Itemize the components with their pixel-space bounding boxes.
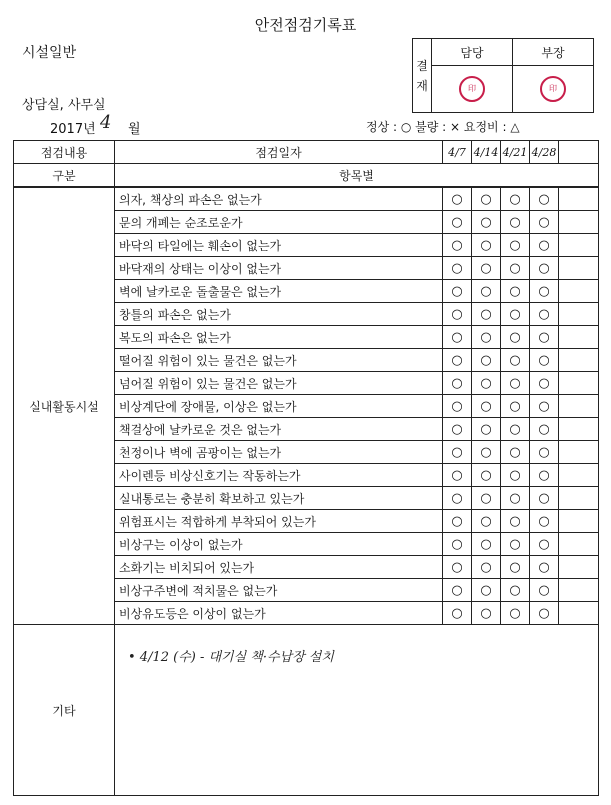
other-note: • 4/12 (수) - 대기실 책·수납장 설치 [128,650,334,665]
item-text: 문의 개폐는 순조로운가 [115,211,443,234]
mark-cell: ○ [443,187,472,211]
mark-cell [559,579,599,602]
mark-cell: ○ [472,487,501,510]
mark-cell [559,556,599,579]
mark-cell [559,349,599,372]
mark-cell: ○ [472,326,501,349]
seal-stamp-icon: 印 [540,76,566,102]
mark-cell [559,441,599,464]
category-cell: 실내활동시설 [14,187,115,625]
mark-cell: ○ [472,280,501,303]
mark-cell: ○ [443,257,472,280]
mark-cell [559,372,599,395]
item-text: 떨어질 위험이 있는 물건은 없는가 [115,349,443,372]
mark-cell: ○ [443,533,472,556]
item-text: 비상구주변에 적치물은 없는가 [115,579,443,602]
mark-cell: ○ [530,372,559,395]
mark-cell: ○ [501,533,530,556]
header-items: 항목별 [115,164,599,188]
item-text: 소화기는 비치되어 있는가 [115,556,443,579]
mark-cell: ○ [443,510,472,533]
mark-cell [559,303,599,326]
mark-cell [559,487,599,510]
date-cell: 4/14 [472,141,501,164]
mark-cell: ○ [530,234,559,257]
mark-cell: ○ [443,349,472,372]
mark-cell [559,280,599,303]
mark-cell: ○ [443,556,472,579]
mark-cell: ○ [443,372,472,395]
mark-cell: ○ [501,579,530,602]
mark-cell [559,510,599,533]
mark-cell: ○ [501,326,530,349]
approval-header: 결 재 [413,39,432,113]
mark-cell: ○ [501,487,530,510]
item-text: 복도의 파손은 없는가 [115,326,443,349]
item-text: 창틀의 파손은 없는가 [115,303,443,326]
mark-cell: ○ [530,602,559,625]
inspection-table [13,140,599,796]
mark-cell: ○ [443,602,472,625]
item-text: 넘어질 위험이 있는 물건은 없는가 [115,372,443,395]
mark-cell: ○ [530,418,559,441]
mark-cell: ○ [530,280,559,303]
mark-cell: ○ [530,556,559,579]
mark-cell: ○ [501,211,530,234]
mark-cell: ○ [472,257,501,280]
header-date: 점검일자 [115,141,443,164]
approval-col-charge: 담당 [432,39,513,66]
mark-cell: ○ [443,234,472,257]
mark-cell: ○ [530,464,559,487]
mark-cell: ○ [443,441,472,464]
mark-cell [559,602,599,625]
mark-cell: ○ [530,395,559,418]
mark-cell: ○ [530,303,559,326]
mark-cell [559,257,599,280]
mark-cell: ○ [530,349,559,372]
date-cell: 4/28 [530,141,559,164]
mark-cell [559,464,599,487]
approval-box [412,38,594,113]
mark-cell: ○ [443,487,472,510]
mark-cell: ○ [501,510,530,533]
date-cell [559,141,599,164]
mark-cell: ○ [472,579,501,602]
location-label: 상담실, 사무실 [22,98,106,113]
header-category: 구분 [14,164,115,188]
mark-cell: ○ [501,234,530,257]
table-row [14,187,599,211]
mark-cell: ○ [472,303,501,326]
mark-cell: ○ [472,464,501,487]
mark-cell: ○ [472,556,501,579]
mark-cell [559,326,599,349]
mark-cell: ○ [501,602,530,625]
mark-cell: ○ [501,372,530,395]
mark-cell: ○ [443,211,472,234]
mark-cell: ○ [530,441,559,464]
mark-cell: ○ [472,234,501,257]
mark-cell: ○ [472,395,501,418]
mark-cell: ○ [530,326,559,349]
year-label: 2017년 [50,122,96,137]
legend: 정상 : ○ 불량 : × 요정비 : △ [366,120,520,134]
item-text: 비상유도등은 이상이 없는가 [115,602,443,625]
mark-cell: ○ [443,280,472,303]
mark-cell [559,234,599,257]
mark-cell: ○ [472,187,501,211]
mark-cell: ○ [530,187,559,211]
item-text: 벽에 날카로운 돌출물은 없는가 [115,280,443,303]
item-text: 비상계단에 장애물, 이상은 없는가 [115,395,443,418]
approval-stamp-cell-1 [432,66,513,113]
mark-cell: ○ [501,187,530,211]
mark-cell: ○ [472,602,501,625]
approval-col-manager: 부장 [513,39,594,66]
item-text: 사이렌등 비상신호기는 작동하는가 [115,464,443,487]
mark-cell: ○ [530,579,559,602]
mark-cell: ○ [501,280,530,303]
month-value: 4 [100,112,112,133]
seal-stamp-icon: 印 [459,76,485,102]
item-text: 비상구는 이상이 없는가 [115,533,443,556]
mark-cell: ○ [472,441,501,464]
mark-cell: ○ [472,372,501,395]
item-text: 의자, 책상의 파손은 없는가 [115,187,443,211]
mark-cell: ○ [472,510,501,533]
mark-cell: ○ [501,464,530,487]
mark-cell: ○ [530,487,559,510]
item-text: 바닥의 타일에는 훼손이 없는가 [115,234,443,257]
mark-cell: ○ [501,418,530,441]
mark-cell: ○ [472,533,501,556]
mark-cell: ○ [443,303,472,326]
mark-cell: ○ [443,326,472,349]
mark-cell: ○ [501,395,530,418]
item-text: 책걸상에 날카로운 것은 없는가 [115,418,443,441]
month-label: 월 [128,122,141,137]
mark-cell: ○ [443,579,472,602]
mark-cell: ○ [443,395,472,418]
mark-cell: ○ [530,211,559,234]
mark-cell [559,395,599,418]
page-title: 안전점검기록표 [254,16,357,34]
approval-stamp-cell-2 [513,66,594,113]
mark-cell: ○ [501,303,530,326]
date-cell: 4/21 [501,141,530,164]
mark-cell: ○ [501,257,530,280]
mark-cell [559,187,599,211]
item-text: 바닥재의 상태는 이상이 없는가 [115,257,443,280]
mark-cell [559,533,599,556]
mark-cell: ○ [472,211,501,234]
item-text: 실내통로는 충분히 확보하고 있는가 [115,487,443,510]
date-cell: 4/7 [443,141,472,164]
mark-cell: ○ [501,349,530,372]
mark-cell: ○ [443,418,472,441]
header-content: 점검내용 [14,141,115,164]
mark-cell: ○ [530,510,559,533]
mark-cell: ○ [501,441,530,464]
facility-label: 시설일반 [22,45,77,61]
mark-cell: ○ [472,418,501,441]
mark-cell: ○ [501,556,530,579]
mark-cell: ○ [530,533,559,556]
other-label: 기타 [14,625,115,796]
mark-cell: ○ [443,464,472,487]
item-text: 위험표시는 적합하게 부착되어 있는가 [115,510,443,533]
mark-cell: ○ [530,257,559,280]
item-text: 천정이나 벽에 곰팡이는 없는가 [115,441,443,464]
mark-cell [559,418,599,441]
mark-cell [559,211,599,234]
mark-cell: ○ [472,349,501,372]
